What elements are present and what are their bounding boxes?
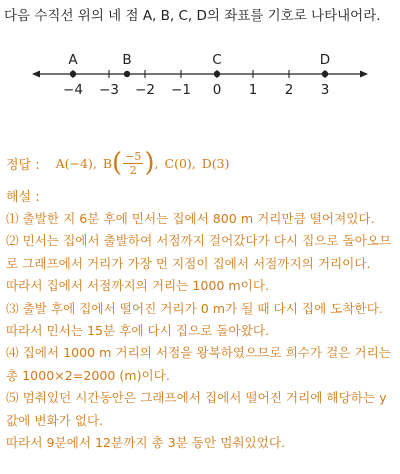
tick-label: 2 xyxy=(284,82,294,98)
point-label: C xyxy=(212,52,222,68)
left-paren: ( xyxy=(112,148,123,178)
explanation-title: 해설 : xyxy=(6,190,40,205)
tick-label: −1 xyxy=(171,82,191,98)
explanation-line: 총 1000×2=2000 (m)이다. xyxy=(6,367,170,383)
point-c xyxy=(214,71,220,77)
explanation-line: 값에 변화가 없다. xyxy=(6,412,104,428)
explanation-line: 로 그래프에서 거리가 가장 먼 지점이 집에서 서점까지의 거리이다. xyxy=(6,255,371,271)
answer-row xyxy=(6,146,230,180)
question-text: 다음 수직선 위의 네 점 A, B, C, D의 좌표를 기호로 나타내어라. xyxy=(4,8,381,24)
tick-label: −3 xyxy=(99,82,119,98)
answer-d: D(3) xyxy=(201,155,230,171)
number-line xyxy=(0,52,400,104)
point-b xyxy=(124,71,130,77)
tick-label: 0 xyxy=(212,82,222,98)
answer-b-numerator: −5 xyxy=(125,149,142,163)
explanation-line: ⑶ 출발 후에 집에서 떨어진 거리가 0 m가 될 때 다시 집에 도착한다. xyxy=(6,300,383,316)
right-arrow-icon xyxy=(360,71,368,78)
left-arrow-icon xyxy=(32,71,40,78)
answer-b-denominator: 2 xyxy=(129,163,137,177)
point-label: D xyxy=(319,52,331,68)
tick-label: 1 xyxy=(248,82,258,98)
answer-c: C(0), xyxy=(164,155,196,171)
point-a xyxy=(70,71,76,77)
tick-label: −4 xyxy=(63,82,83,98)
explanation-line: 따라서 민서는 15분 후에 다시 집으로 돌아왔다. xyxy=(6,323,270,339)
point-d xyxy=(322,71,328,77)
explanation-line: ⑸ 멈춰있던 시간동안은 그래프에서 집에서 떨어진 거리에 해당하는 y xyxy=(6,390,387,406)
explanation-line: 따라서 9분에서 12분까지 총 3분 동안 멈춰있었다. xyxy=(6,435,286,451)
tick-label: −2 xyxy=(135,82,155,98)
right-paren: ) xyxy=(144,148,155,178)
tick-label: 3 xyxy=(320,82,330,98)
answer-b-suffix: , xyxy=(154,155,159,171)
answer-a: A(−4), xyxy=(55,155,97,171)
answer-b-prefix: B xyxy=(102,155,113,171)
explanation-body xyxy=(6,208,398,454)
answer-label: 정답 : xyxy=(6,157,40,173)
explanation-line: ⑵ 민서는 집에서 출발하여 서점까지 걸어갔다가 다시 집으로 돌아오므 xyxy=(6,233,392,249)
point-label: A xyxy=(68,52,78,68)
explanation-line: 따라서 집에서 서점까지의 거리는 1000 m이다. xyxy=(6,278,269,294)
point-label: B xyxy=(122,52,132,68)
explanation-line: ⑴ 출발한 지 6분 후에 민서는 집에서 800 m 거리만큼 떨어져있다. xyxy=(6,211,375,226)
explanation-line: ⑷ 집에서 1000 m 거리의 서점을 왕복하였으므로 희수가 걸은 거리는 xyxy=(6,345,391,361)
answer-b-fraction xyxy=(123,150,143,177)
